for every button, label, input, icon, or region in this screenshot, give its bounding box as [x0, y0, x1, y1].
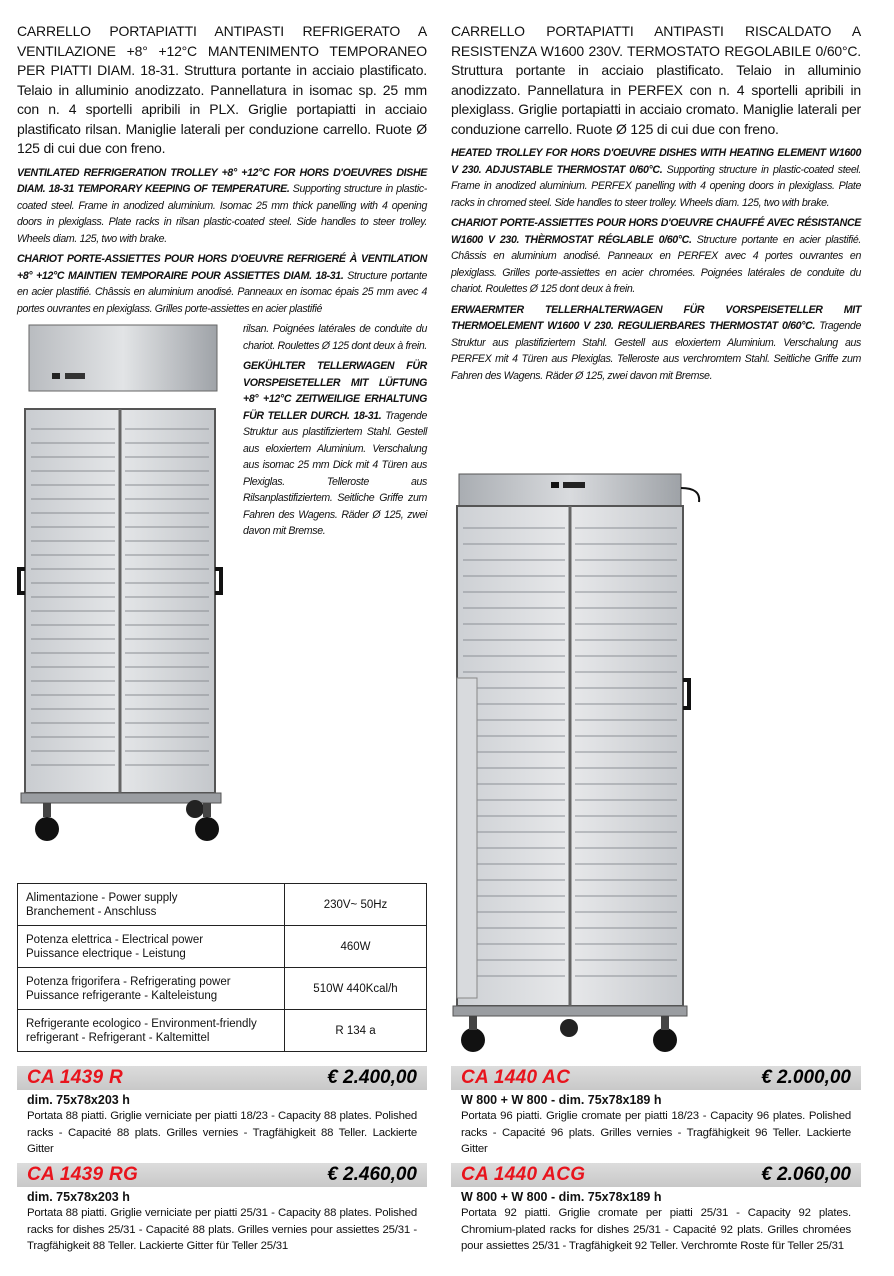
product-code: CA 1439 RG [27, 1164, 139, 1185]
price-bar [451, 1066, 861, 1090]
table-row [18, 926, 427, 968]
price-bar [451, 1163, 861, 1187]
right-italian-description: CARRELLO PORTAPIATTI ANTIPASTI RISCALDATO A RESISTENZA W1600 230V. TERMOSTATO REGOLABILE 0/60°C. Struttura portante in acciaio plastificato. Telaio in alluminio anodizzato. Pannellatura in PERFEX con n. 4 sportelli apribili in plexiglass. Griglie portapiatti in acciaio cromato. Maniglie laterali per conduzione carrello. Ruote Ø 125 di cui due con freno. [451, 23, 861, 137]
product-code: CA 1440 AC [461, 1067, 571, 1088]
left-image-row [17, 321, 427, 851]
product-description: Portata 96 piatti. Griglie cromate per piatti 18/23 - Capacity 96 plates. Polished racks - Capacité 96 plats. Grilles vernies - Tragfähigkeit 96 Teller. Lackierte Gitter [461, 1110, 851, 1155]
product-price: € 2.400,00 [327, 1067, 417, 1088]
refrigerated-trolley-illustration [17, 321, 239, 851]
right-product-column [451, 22, 861, 388]
product-ca-1439-rg [17, 1163, 427, 1255]
product-ca-1440-acg [451, 1163, 861, 1255]
left-french-description-cont: rilsan. Poignées latérales de conduite du chariot. Roulettes Ø 125 dont deux à frein. [243, 323, 427, 352]
product-price: € 2.460,00 [327, 1164, 417, 1185]
right-french-description: CHARIOT PORTE-ASSIETTES POUR HORS D'OEUVRE CHAUFFÉ AVEC RÉSISTANCE W1600 V 230. THÈRMOSTAT RÉGLABLE 0/60°C. Structure portante en acier plastifié. Châssis en aluminium anodisé. Panneaux en PERFEX avec 4 portes ouvrantes en plexiglass. Grilles porte-assiettes en acier chromées. Poignées latérales de conduite du chariot. Roulettes Ø 125 dont deux à frein. [451, 217, 862, 295]
price-bar [17, 1066, 427, 1090]
product-code: CA 1439 R [27, 1067, 123, 1088]
spec-label: Alimentazione - Power supply Branchement - Anschluss [18, 884, 285, 926]
table-row [18, 1010, 427, 1052]
table-row [18, 884, 427, 926]
table-row [18, 968, 427, 1010]
product-description: Portata 88 piatti. Griglie verniciate per piatti 18/23 - Capacity 88 plates. Polished racks - Capacité 88 plats. Grilles vernies - Tragfähigkeit 88 Teller. Lackierte Gitter [27, 1110, 417, 1155]
heated-trolley-image [451, 468, 707, 1058]
right-german-description: ERWAERMTER TELLERHALTERWAGEN FÜR VORSPEISETELLER MIT THERMOELEMENT W1600 V 230. REGULIERBARES THERMOSTAT 0/60°C. Tragende Struktur aus plastifiziertem Stahl. Gestell aus eloxiertem Aluminium. Verschalung aus PERFEX mit 4 Türen aus Plexiglas. Telleroste aus verchromtem Stahl. Seitliche Griffe zum Fahren des Wagens. Räder Ø 125, zwei davon mit Bremse. [451, 303, 861, 382]
product-dimensions: W 800 + W 800 - dim. 75x78x189 h [461, 1190, 662, 1204]
spec-label: Potenza frigorifera - Refrigerating power Puissance refrigerante - Kalteleistung [18, 968, 285, 1010]
right-english-description: HEATED TROLLEY FOR HORS D'OEUVRE DISHES WITH HEATING ELEMENT W1600 V 230. ADJUSTABLE THERMOSTAT 0/60°C. Supporting structure in plastic-coated steel. Frame in anodized aluminium. PERFEX panelling with 4 opening doors in plexiglass. Plate racks in chromed steel. Side handles to steer trolley. Wheels diam. 125, two with brake. [451, 147, 861, 209]
left-product-column [17, 22, 427, 851]
product-price: € 2.060,00 [761, 1164, 851, 1185]
left-italian-description: CARRELLO PORTAPIATTI ANTIPASTI REFRIGERATO A VENTILAZIONE +8° +12°C MANTENIMENTO TEMPORANEO PER PIATTI DIAM. 18-31. Struttura portante in acciaio plastificato. Telaio in alluminio anodizzato. Pannellatura in isomac sp. 25 mm con n. 4 sportelli apribili in PLX. Griglie portapiatti in acciaio plastificato rilsan. Maniglie laterali per conduzione carrello. Ruote Ø 125 di cui due con freno. [17, 23, 427, 156]
product-dimensions: dim. 75x78x203 h [27, 1190, 130, 1204]
product-description: Portata 92 piatti. Griglie cromate per piatti 25/31 - Capacity 92 plates. Chromium-plated racks for dishes 25/31 - Capacité 92 plats. Grilles chromées pour assiettes 25/31 - Tragfähigkeit 92 Teller. Verchromte Roste für Teller 25/31 [461, 1207, 851, 1252]
spec-table [17, 883, 427, 1052]
left-wrapped-text [243, 321, 427, 544]
left-english-description: VENTILATED REFRIGERATION TROLLEY +8° +12°C FOR HORS D'OEUVRES DISHE DIAM. 18-31 TEMPORARY KEEPING OF TEMPERATURE. Supporting structure in plastic-coated steel. Frame in anodized aluminium. Isomac 25 mm thick panelling with 4 opening doors in plexiglass. Plate racks in rilsan plastic-coated steel. Side handles to steer trolley. Wheels diam. 125, two with brake. [17, 166, 427, 245]
product-dimensions: dim. 75x78x203 h [27, 1093, 130, 1107]
spec-value: 510W 440Kcal/h [285, 968, 427, 1010]
product-dimensions: W 800 + W 800 - dim. 75x78x189 h [461, 1093, 662, 1107]
spec-label: Potenza elettrica - Electrical power Puissance electrique - Leistung [18, 926, 285, 968]
product-description: Portata 88 piatti. Griglie verniciate per piatti 25/31 - Capacity 88 plates. Polished racks for dishes 25/31 - Capacité 88 plats. Grilles vernies pour assiettes 25/31 - Tragfähigkeit 88 Teller. Lackierte Gitter für Teller 25/31 [27, 1207, 417, 1252]
product-price: € 2.000,00 [761, 1067, 851, 1088]
price-bar [17, 1163, 427, 1187]
product-ca-1440-ac [451, 1066, 861, 1158]
product-ca-1439-r [17, 1066, 427, 1158]
left-french-description: CHARIOT PORTE-ASSIETTES POUR HORS D'OEUVRE REFRIGERÉ À VENTILATION +8° +12°C MAINTIEN TEMPORAIRE POUR ASSIETTES DIAM. 18-31. Structure portante en acier plastifié. Châssis en aluminium anodisé. Panneaux en isomac épais 25 mm avec 4 portes ouvrantes en plexiglass. Grilles porte-assiettes en acier plastifié [17, 253, 427, 315]
spec-value: R 134 a [285, 1010, 427, 1052]
product-code: CA 1440 ACG [461, 1164, 586, 1185]
left-german-description: GEKÜHLTER TELLERWAGEN FÜR VORSPEISETELLER MIT LÜFTUNG +8° +12°C ZEITWEILIGE ERHALTUNG FÜR TELLER DURCH. 18-31. Tragende Struktur aus plastifiziertem Stahl. Gestell aus eloxiertem Aluminium. Verschalung aus isomac 25 mm Dick mit 4 Türen aus Plexiglas. Telleroste aus Rilsanplastifiziertem. Seitliche Griffe zum Fahren des Wagens. Räder Ø 125, zwei davon mit Bremse. [243, 360, 427, 537]
refrigerated-trolley-image [17, 321, 239, 851]
spec-value: 460W [285, 926, 427, 968]
spec-label: Refrigerante ecologico - Environment-friendly refrigerant - Refrigerant - Kaltemittel [18, 1010, 285, 1052]
spec-value: 230V~ 50Hz [285, 884, 427, 926]
heated-trolley-illustration [451, 468, 707, 1058]
